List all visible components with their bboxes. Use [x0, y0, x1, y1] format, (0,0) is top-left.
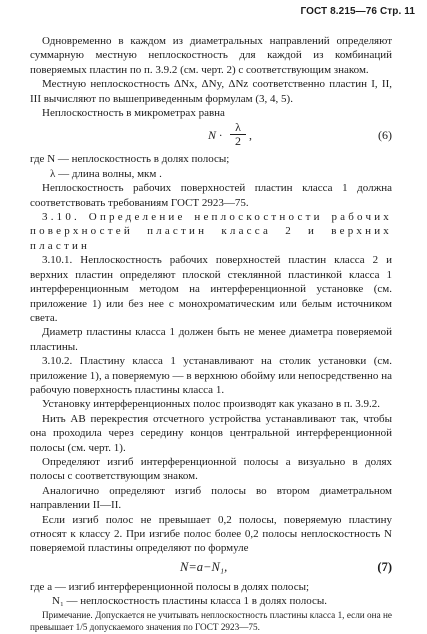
- paragraph-class-criteria: Если изгиб полос не превышает 0,2 полосы, поверяемую пластину относят к классу 2. При изгибе полос более 0,2 полосы неплоскостность N поверяемой пластины определяют по формуле: [30, 513, 392, 555]
- paragraph-n1: N₁ — неплоскостность пластины класса 1 в долях полосы.: [52, 595, 328, 608]
- paragraph-where-a: где a — изгиб интерференционной полосы в долях полосы;: [30, 580, 310, 593]
- formula-7: [30, 558, 392, 578]
- formula-6-fraction: [230, 121, 246, 148]
- page-header: ГОСТ 8.215—76 Стр. 11: [300, 6, 415, 17]
- paragraph-bend: Определяют изгиб интерференционной полосы a визуально в долях полосы с соответствующим знаком.: [30, 455, 392, 483]
- paragraph-crosshair: Нить АВ перекрестия отсчетного устройства устанавливают так, чтобы она проходила через середину концов центральной интерференционной полосы (см. черт. 1).: [30, 412, 392, 454]
- paragraph-6: Неплоскостность рабочих поверхностей пластин класса 1 должна соответствовать требованиям ГОСТ 2923—75.: [30, 182, 392, 209]
- paragraph-3-10-2: 3.10.2. Пластину класса 1 устанавливают на столик установки (см. приложение 1), а поверяемую — в верхнюю обойму или непосредственно на рабочую поверхность пластины класса 1.: [30, 355, 392, 396]
- formula-6-numerator: λ: [230, 121, 246, 135]
- formula-6-denominator: 2: [235, 134, 241, 149]
- document-body: [30, 34, 392, 634]
- paragraph-3-10-1: 3.10.1. Неплоскостность рабочих поверхностей пластин класса 2 и верхних пластин определяют плоской стеклянной пластинкой класса 1 интерференционным методом на интерференционной установке (см. приложение 1) или без нее с монохроматическим или белым источником света.: [30, 254, 392, 324]
- formula-6-comma: ,: [249, 128, 252, 143]
- paragraph-second-direction: Аналогично определяют изгиб полосы во втором диаметральном направлении II—II.: [30, 484, 392, 512]
- formula-6-lhs: N ·: [208, 128, 223, 143]
- paragraph-lambda: λ — длина волны, мкм .: [50, 167, 162, 180]
- paragraph-1: Одновременно в каждом из диаметральных направлений определяют суммарную местную неплоскостность для каждой из комбинаций поверяемых пластин по п. 3.9.2 (см. черт. 2) с соответствующим знаком.: [30, 35, 392, 76]
- section-heading-3-10: 3.10. Определение неплоскостности рабочих поверхностей пластин класса 2 и верхних пластин: [30, 211, 392, 252]
- paragraph-fringe-setup: Установку интерференционных полос производят как указано в п. 3.9.2.: [42, 398, 381, 411]
- formula-7-number: (7): [377, 559, 392, 574]
- paragraph-2: Местную неплоскостность ΔNx, ΔNy, ΔNz соответственно пластин I, II, III вычисляют по вышеприведенным формулам (3, 4, 5).: [30, 78, 392, 105]
- paragraph-diameter: Диаметр пластины класса 1 должен быть не менее диаметра поверяемой пластины.: [30, 326, 392, 353]
- note: Примечание. Допускается не учитывать неплоскостность пластины класса 1, если она не превышает 1/5 допускаемого значения по ГОСТ 2923—75.: [30, 609, 392, 633]
- formula-6-number: (6): [378, 128, 392, 143]
- formula-7-expression: N=a−N₁,: [180, 559, 228, 574]
- paragraph-3: Неплоскостность в микрометрах равна: [42, 107, 225, 120]
- paragraph-where-n: где N — неплоскостность в долях полосы;: [30, 153, 230, 166]
- formula-6: [30, 121, 392, 151]
